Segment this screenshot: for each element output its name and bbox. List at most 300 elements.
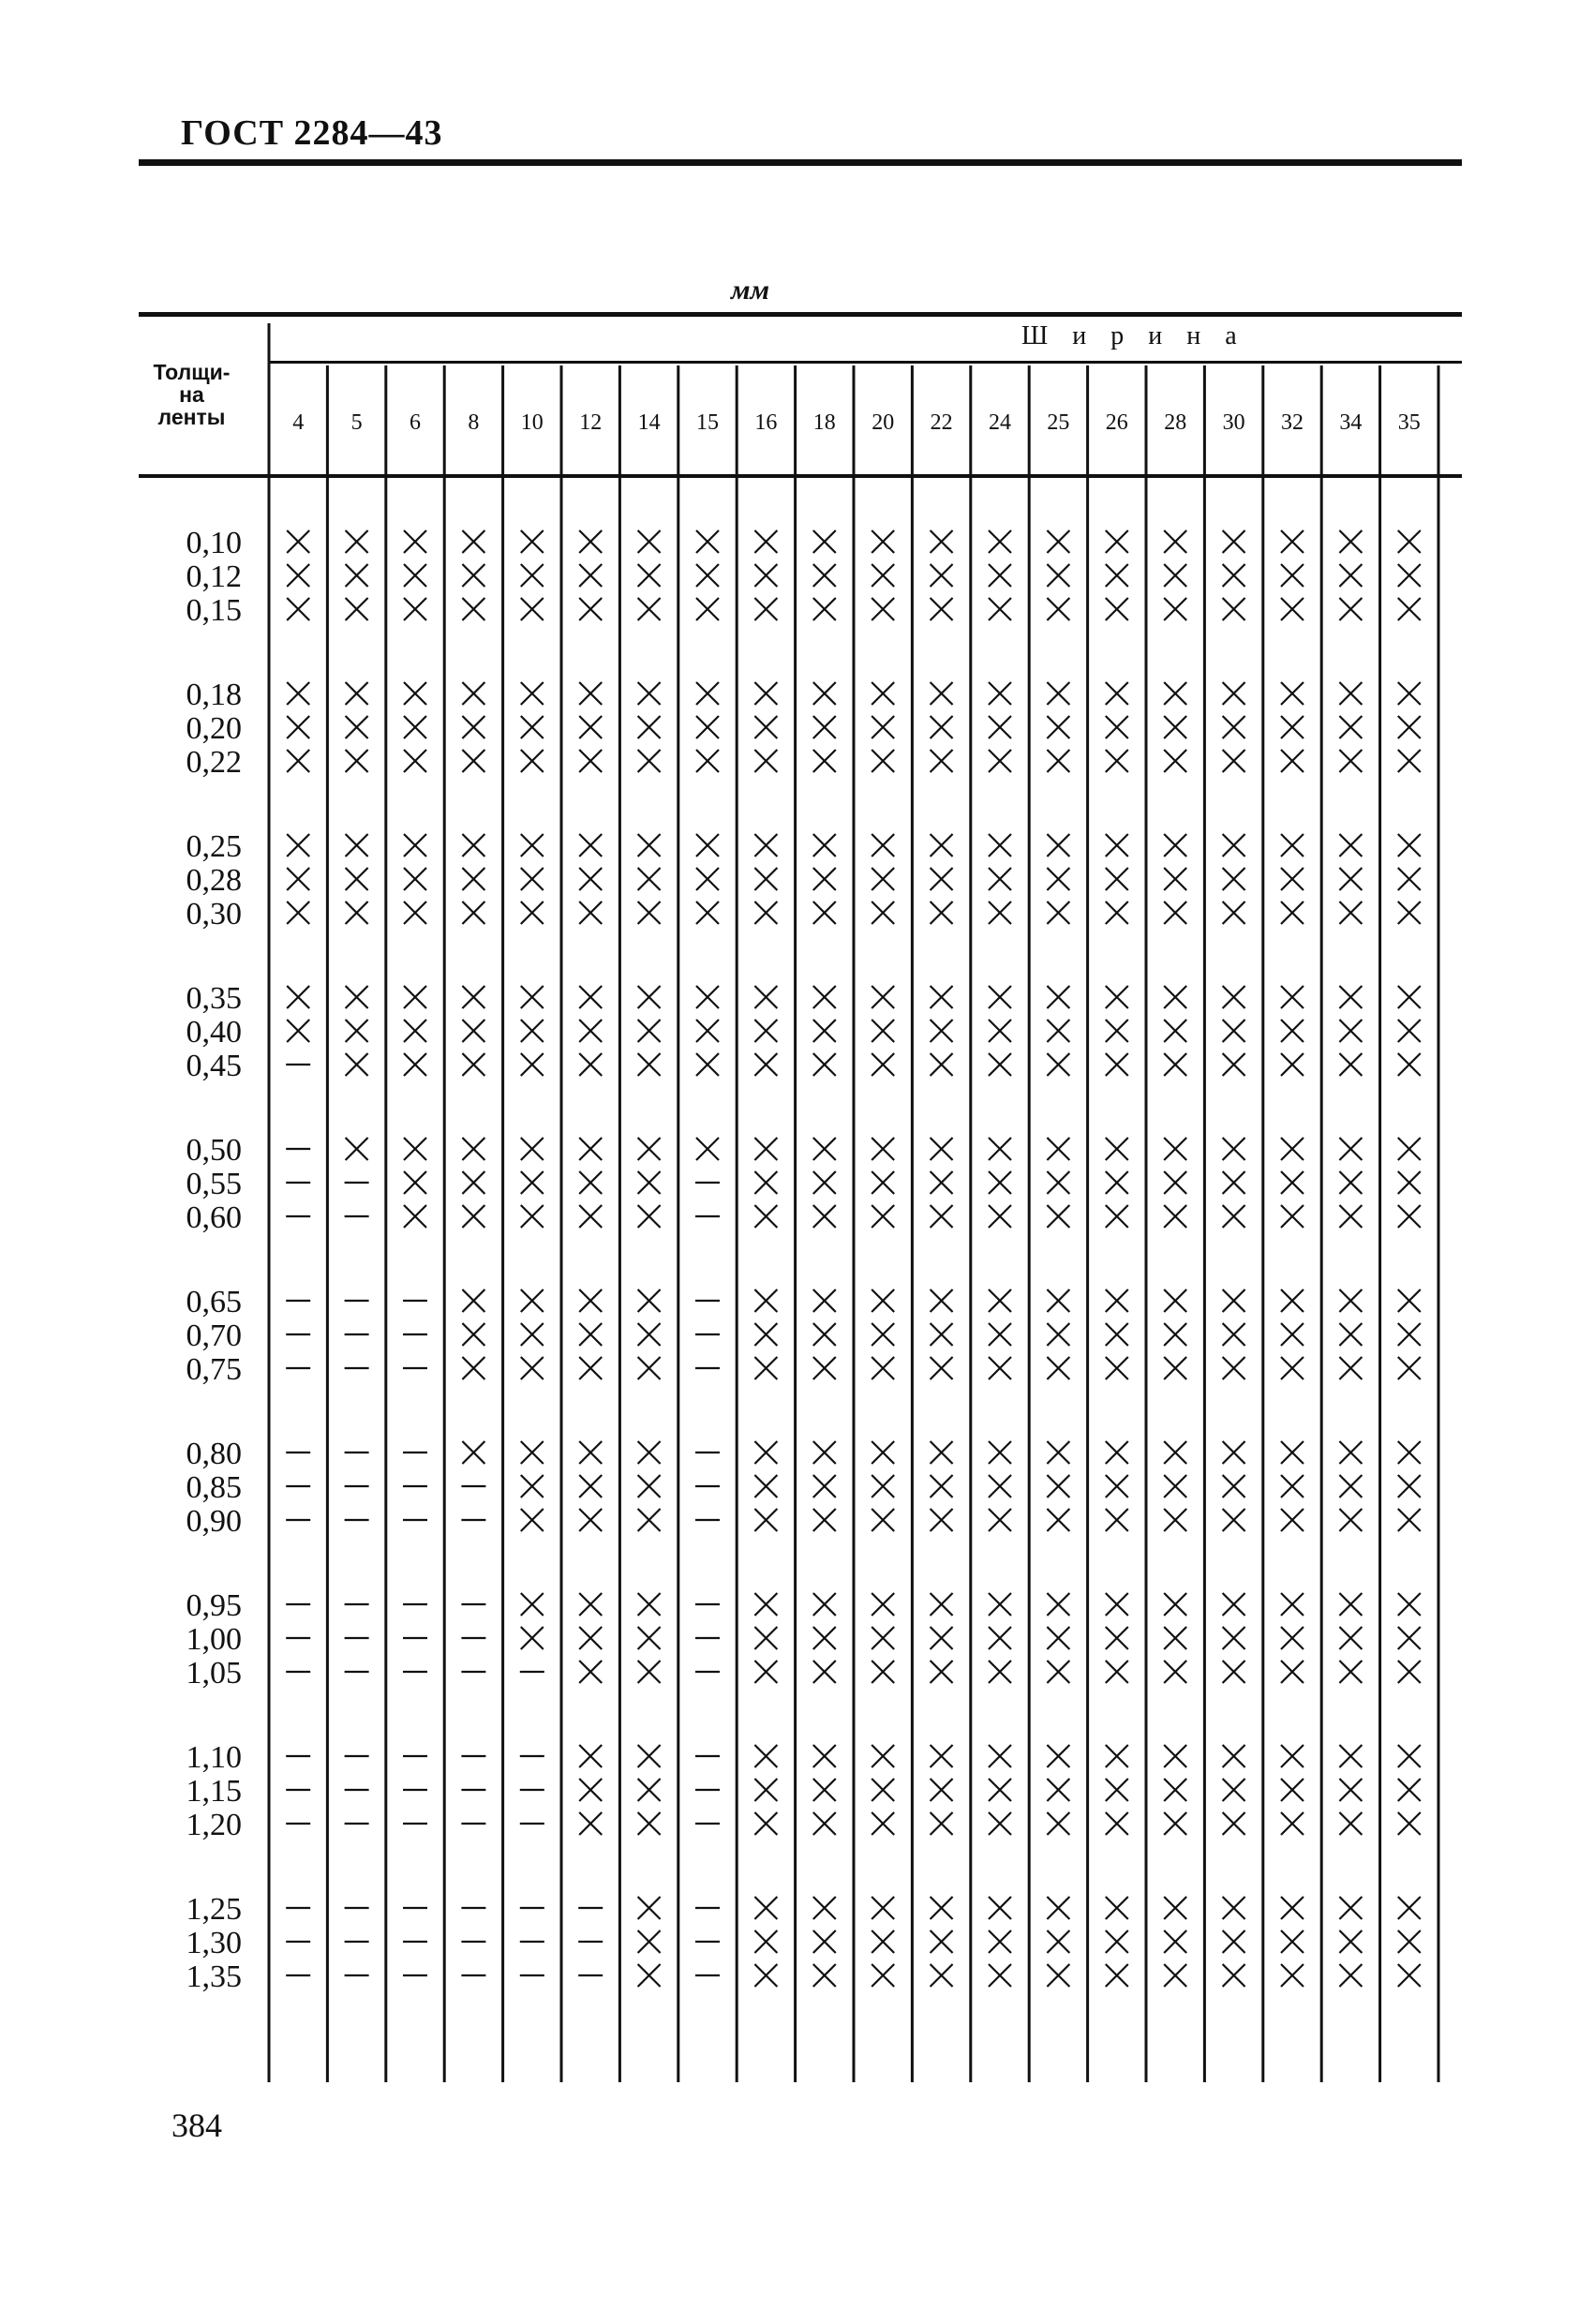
available-mark <box>754 1289 777 1312</box>
available-mark <box>1223 750 1245 772</box>
available-mark <box>638 716 661 738</box>
available-mark <box>1398 1323 1421 1346</box>
available-mark <box>1223 1930 1245 1953</box>
available-mark <box>813 1745 836 1767</box>
available-mark <box>1281 1509 1304 1531</box>
available-mark <box>871 1627 894 1649</box>
available-mark <box>462 716 484 738</box>
available-mark <box>638 901 661 924</box>
available-mark <box>579 1441 602 1464</box>
available-mark <box>1339 1289 1362 1312</box>
available-mark <box>638 564 661 587</box>
available-mark <box>1223 834 1245 857</box>
available-mark <box>1164 1020 1186 1042</box>
available-mark <box>638 834 661 857</box>
available-mark <box>462 564 484 587</box>
available-mark <box>1223 1779 1245 1801</box>
thickness-value: 1,30 <box>186 1926 242 1960</box>
width-header-5: 5 <box>350 410 363 435</box>
unit-label: мм <box>731 275 770 305</box>
width-header-32: 32 <box>1281 410 1304 435</box>
available-mark <box>754 750 777 772</box>
available-mark <box>1164 716 1186 738</box>
width-header-28: 28 <box>1164 410 1187 435</box>
available-mark <box>287 901 309 924</box>
available-mark <box>1339 1593 1362 1616</box>
available-mark <box>1339 682 1362 705</box>
available-mark <box>462 901 484 924</box>
available-mark <box>1164 1441 1186 1464</box>
available-mark <box>638 1205 661 1228</box>
available-mark <box>989 1289 1011 1312</box>
available-mark <box>1339 1930 1362 1953</box>
available-mark <box>404 868 426 890</box>
available-mark <box>638 598 661 620</box>
available-mark <box>1339 1323 1362 1346</box>
available-mark <box>931 1357 953 1379</box>
available-mark <box>462 1357 484 1379</box>
available-mark <box>1106 598 1128 620</box>
available-mark <box>404 1205 426 1228</box>
available-mark <box>1398 1357 1421 1379</box>
available-mark <box>462 1138 484 1160</box>
available-mark <box>1398 1661 1421 1683</box>
available-mark <box>579 530 602 553</box>
available-mark <box>1047 1964 1069 1987</box>
available-mark <box>1106 1357 1128 1379</box>
available-mark <box>1106 1593 1128 1616</box>
available-mark <box>1164 1745 1186 1767</box>
available-mark <box>754 901 777 924</box>
available-mark <box>989 901 1011 924</box>
available-mark <box>813 1171 836 1194</box>
available-mark <box>931 716 953 738</box>
available-mark <box>1339 868 1362 890</box>
available-mark <box>1398 868 1421 890</box>
thickness-value: 0,10 <box>186 526 242 560</box>
available-mark <box>1106 1441 1128 1464</box>
available-mark <box>813 1205 836 1228</box>
available-mark <box>989 1509 1011 1531</box>
available-mark <box>1223 868 1245 890</box>
available-mark <box>287 564 309 587</box>
available-mark <box>346 530 368 553</box>
available-mark <box>579 1475 602 1497</box>
available-mark <box>989 1745 1011 1767</box>
available-mark <box>1339 1020 1362 1042</box>
available-mark <box>696 1138 719 1160</box>
thickness-value: 0,95 <box>186 1588 242 1623</box>
available-mark <box>871 1138 894 1160</box>
available-mark <box>1047 1930 1069 1953</box>
available-mark <box>754 1205 777 1228</box>
available-mark <box>1106 1205 1128 1228</box>
available-mark <box>1398 598 1421 620</box>
available-mark <box>1047 1020 1069 1042</box>
available-mark <box>579 682 602 705</box>
available-mark <box>813 868 836 890</box>
available-mark <box>287 834 309 857</box>
thickness-header-line-2: на <box>179 382 204 407</box>
available-mark <box>931 1138 953 1160</box>
available-mark <box>989 1357 1011 1379</box>
width-header-6: 6 <box>410 410 421 435</box>
available-mark <box>462 1323 484 1346</box>
available-mark <box>813 716 836 738</box>
available-mark <box>1164 1357 1186 1379</box>
thickness-value: 1,25 <box>186 1892 242 1927</box>
available-mark <box>813 1357 836 1379</box>
available-mark <box>871 834 894 857</box>
available-mark <box>696 834 719 857</box>
available-mark <box>1339 564 1362 587</box>
available-mark <box>754 1897 777 1919</box>
available-mark <box>931 682 953 705</box>
available-mark <box>346 750 368 772</box>
available-mark <box>1164 682 1186 705</box>
available-mark <box>521 1171 544 1194</box>
available-mark <box>521 1323 544 1346</box>
available-mark <box>754 1964 777 1987</box>
available-mark <box>1164 986 1186 1008</box>
available-mark <box>579 834 602 857</box>
available-mark <box>579 598 602 620</box>
available-mark <box>754 530 777 553</box>
available-mark <box>1106 834 1128 857</box>
available-mark <box>346 834 368 857</box>
available-mark <box>931 1779 953 1801</box>
available-mark <box>1164 834 1186 857</box>
available-mark <box>521 1475 544 1497</box>
available-mark <box>1223 1289 1245 1312</box>
available-mark <box>1047 1745 1069 1767</box>
available-mark <box>1398 1745 1421 1767</box>
available-mark <box>1281 598 1304 620</box>
available-mark <box>696 1053 719 1076</box>
available-mark <box>1164 1812 1186 1835</box>
available-mark <box>1106 1138 1128 1160</box>
thickness-value: 1,10 <box>186 1740 242 1775</box>
available-mark <box>1047 564 1069 587</box>
available-mark <box>1047 1205 1069 1228</box>
available-mark <box>1223 598 1245 620</box>
available-mark <box>404 530 426 553</box>
available-mark <box>989 530 1011 553</box>
available-mark <box>462 868 484 890</box>
available-mark <box>521 598 544 620</box>
available-mark <box>638 1020 661 1042</box>
available-mark <box>638 1289 661 1312</box>
thickness-header-line-1: Толщи- <box>153 360 231 384</box>
available-mark <box>346 564 368 587</box>
available-mark <box>638 1171 661 1194</box>
available-mark <box>579 1171 602 1194</box>
available-mark <box>1398 1475 1421 1497</box>
available-mark <box>1281 1930 1304 1953</box>
available-mark <box>1281 1779 1304 1801</box>
available-mark <box>638 1627 661 1649</box>
available-mark <box>813 1509 836 1531</box>
thickness-value: 1,20 <box>186 1808 242 1842</box>
available-mark <box>813 1138 836 1160</box>
available-mark <box>1281 1593 1304 1616</box>
available-mark <box>813 1323 836 1346</box>
available-mark <box>989 682 1011 705</box>
available-mark <box>579 750 602 772</box>
available-mark <box>871 1171 894 1194</box>
available-mark <box>931 598 953 620</box>
available-mark <box>1281 1812 1304 1835</box>
available-mark <box>1047 1053 1069 1076</box>
available-mark <box>404 1171 426 1194</box>
available-mark <box>287 598 309 620</box>
available-mark <box>1047 1779 1069 1801</box>
available-mark <box>1281 1475 1304 1497</box>
available-mark <box>754 598 777 620</box>
available-mark <box>1047 1138 1069 1160</box>
available-mark <box>1106 530 1128 553</box>
thickness-value: 0,18 <box>186 678 242 712</box>
available-mark <box>1164 1509 1186 1531</box>
available-mark <box>754 1020 777 1042</box>
available-mark <box>871 1661 894 1683</box>
available-mark <box>931 834 953 857</box>
available-mark <box>871 1205 894 1228</box>
available-mark <box>638 1779 661 1801</box>
width-header-4: 4 <box>292 410 305 435</box>
available-mark <box>1339 530 1362 553</box>
available-mark <box>931 1475 953 1497</box>
width-header-22: 22 <box>930 410 953 435</box>
available-mark <box>813 1627 836 1649</box>
available-mark <box>1106 1897 1128 1919</box>
available-mark <box>813 1441 836 1464</box>
available-mark <box>1106 564 1128 587</box>
available-mark <box>931 868 953 890</box>
available-mark <box>1398 1930 1421 1953</box>
available-mark <box>871 1812 894 1835</box>
available-mark <box>1398 1627 1421 1649</box>
available-mark <box>871 682 894 705</box>
available-mark <box>1339 1661 1362 1683</box>
available-mark <box>287 1020 309 1042</box>
available-mark <box>579 1593 602 1616</box>
available-mark <box>1164 1930 1186 1953</box>
available-mark <box>1281 682 1304 705</box>
available-mark <box>871 530 894 553</box>
available-mark <box>813 1020 836 1042</box>
available-mark <box>871 1053 894 1076</box>
available-mark <box>813 986 836 1008</box>
available-mark <box>1047 1475 1069 1497</box>
available-mark <box>346 986 368 1008</box>
available-mark <box>1281 1897 1304 1919</box>
available-mark <box>1339 716 1362 738</box>
available-mark <box>404 1053 426 1076</box>
available-mark <box>638 1661 661 1683</box>
available-mark <box>1223 1138 1245 1160</box>
available-mark <box>521 716 544 738</box>
available-mark <box>754 1745 777 1767</box>
available-mark <box>1223 1509 1245 1531</box>
available-mark <box>1223 716 1245 738</box>
available-mark <box>1281 1020 1304 1042</box>
available-mark <box>638 1745 661 1767</box>
available-mark <box>1047 1171 1069 1194</box>
available-mark <box>1164 1205 1186 1228</box>
available-mark <box>404 1138 426 1160</box>
available-mark <box>579 1289 602 1312</box>
available-mark <box>462 750 484 772</box>
available-mark <box>754 1627 777 1649</box>
available-mark <box>1223 1205 1245 1228</box>
available-mark <box>989 1964 1011 1987</box>
available-mark <box>1339 1138 1362 1160</box>
available-mark <box>813 564 836 587</box>
available-mark <box>404 750 426 772</box>
available-mark <box>346 1020 368 1042</box>
available-mark <box>871 564 894 587</box>
available-mark <box>1047 1441 1069 1464</box>
width-header-24: 24 <box>989 410 1011 435</box>
available-mark <box>871 1323 894 1346</box>
available-mark <box>1223 1661 1245 1683</box>
thickness-value: 0,75 <box>186 1352 242 1387</box>
available-mark <box>638 1897 661 1919</box>
available-mark <box>521 564 544 587</box>
available-mark <box>931 1964 953 1987</box>
available-mark <box>1398 1812 1421 1835</box>
thickness-value: 1,05 <box>186 1656 242 1691</box>
available-mark <box>346 1138 368 1160</box>
available-mark <box>1281 1627 1304 1649</box>
available-mark <box>1047 530 1069 553</box>
available-mark <box>404 682 426 705</box>
available-mark <box>871 598 894 620</box>
thickness-value: 0,20 <box>186 711 242 746</box>
available-mark <box>1339 1627 1362 1649</box>
available-mark <box>579 868 602 890</box>
available-mark <box>1164 1171 1186 1194</box>
available-mark <box>521 750 544 772</box>
available-mark <box>1223 1020 1245 1042</box>
available-mark <box>638 1323 661 1346</box>
available-mark <box>579 1020 602 1042</box>
available-mark <box>1164 1138 1186 1160</box>
available-mark <box>579 1812 602 1835</box>
available-mark <box>1106 1745 1128 1767</box>
available-mark <box>1281 1138 1304 1160</box>
available-mark <box>989 1323 1011 1346</box>
available-mark <box>1281 1661 1304 1683</box>
thickness-value: 0,45 <box>186 1049 242 1083</box>
available-mark <box>1047 682 1069 705</box>
available-mark <box>754 1053 777 1076</box>
available-mark <box>871 716 894 738</box>
available-mark <box>1398 1441 1421 1464</box>
available-mark <box>989 1627 1011 1649</box>
thickness-value: 0,25 <box>186 829 242 864</box>
available-mark <box>1281 1205 1304 1228</box>
available-mark <box>931 1812 953 1835</box>
width-header-34: 34 <box>1339 410 1363 435</box>
available-mark <box>1223 1593 1245 1616</box>
available-mark <box>1047 1812 1069 1835</box>
available-mark <box>871 1593 894 1616</box>
available-mark <box>989 1475 1011 1497</box>
available-mark <box>871 986 894 1008</box>
available-mark <box>1047 1357 1069 1379</box>
available-mark <box>579 1745 602 1767</box>
available-mark <box>1047 1897 1069 1919</box>
available-mark <box>638 1593 661 1616</box>
available-mark <box>1223 1745 1245 1767</box>
available-mark <box>579 1627 602 1649</box>
available-mark <box>1398 1020 1421 1042</box>
available-mark <box>989 1897 1011 1919</box>
available-mark <box>989 750 1011 772</box>
available-mark <box>1398 1053 1421 1076</box>
available-mark <box>1047 986 1069 1008</box>
available-mark <box>346 868 368 890</box>
available-mark <box>754 1661 777 1683</box>
available-mark <box>579 1357 602 1379</box>
available-mark <box>1281 1745 1304 1767</box>
available-mark <box>638 1964 661 1987</box>
available-mark <box>1339 1053 1362 1076</box>
available-mark <box>931 564 953 587</box>
available-mark <box>1164 530 1186 553</box>
available-mark <box>521 834 544 857</box>
available-mark <box>1281 1289 1304 1312</box>
available-mark <box>1106 1475 1128 1497</box>
available-mark <box>989 1053 1011 1076</box>
available-mark <box>931 1053 953 1076</box>
available-mark <box>871 1441 894 1464</box>
available-mark <box>931 1205 953 1228</box>
available-mark <box>1281 834 1304 857</box>
available-mark <box>1164 1627 1186 1649</box>
available-mark <box>579 1205 602 1228</box>
available-mark <box>638 1138 661 1160</box>
available-mark <box>1106 868 1128 890</box>
available-mark <box>754 1138 777 1160</box>
available-mark <box>754 564 777 587</box>
available-mark <box>1281 901 1304 924</box>
available-mark <box>754 1441 777 1464</box>
available-mark <box>1164 564 1186 587</box>
available-mark <box>287 868 309 890</box>
available-mark <box>462 834 484 857</box>
available-mark <box>871 1475 894 1497</box>
available-mark <box>931 986 953 1008</box>
available-mark <box>1339 1205 1362 1228</box>
available-mark <box>1047 1509 1069 1531</box>
available-mark <box>1164 1323 1186 1346</box>
available-mark <box>1106 716 1128 738</box>
available-mark <box>989 868 1011 890</box>
available-mark <box>404 1020 426 1042</box>
available-mark <box>813 1289 836 1312</box>
available-mark <box>1106 1930 1128 1953</box>
thickness-header-line-3: ленты <box>157 405 226 429</box>
available-mark <box>521 1020 544 1042</box>
available-mark <box>754 834 777 857</box>
available-mark <box>1106 750 1128 772</box>
available-mark <box>521 530 544 553</box>
available-mark <box>1339 1475 1362 1497</box>
available-mark <box>1106 682 1128 705</box>
